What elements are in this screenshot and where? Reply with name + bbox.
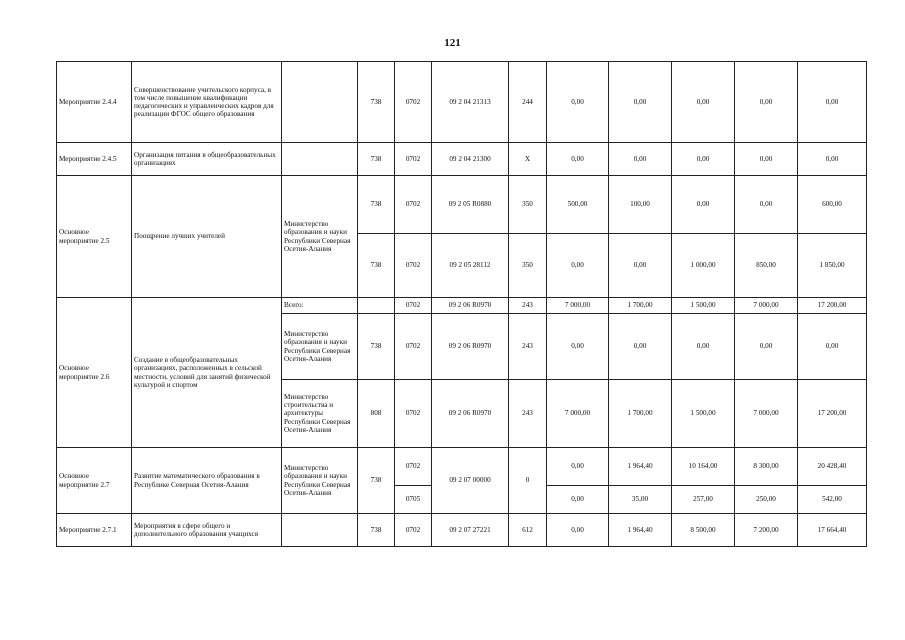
amount-3: 1 000,00 bbox=[672, 234, 735, 298]
measure-description: Мероприятия в сфере общего и дополнительного образования учащихся bbox=[132, 514, 282, 547]
vr-code: 350 bbox=[509, 176, 547, 234]
grbs-code: 738 bbox=[358, 176, 395, 234]
amount-2: 35,00 bbox=[609, 486, 672, 514]
amount-4: 8 300,00 bbox=[735, 448, 798, 486]
measure-name: Основное мероприятие 2.5 bbox=[57, 176, 132, 298]
amount-3: 0,00 bbox=[672, 314, 735, 380]
amount-4: 0,00 bbox=[735, 176, 798, 234]
amount-1: 0,00 bbox=[547, 448, 609, 486]
table-row bbox=[57, 176, 867, 234]
amount-total: 20 428,40 bbox=[798, 448, 867, 486]
amount-4: 7 000,00 bbox=[735, 298, 798, 314]
table-row bbox=[57, 514, 867, 547]
executor bbox=[282, 62, 358, 143]
csr-code: 09 2 07 00000 bbox=[432, 448, 509, 514]
amount-total: 0,00 bbox=[798, 62, 867, 143]
measure-name: Основное мероприятие 2.6 bbox=[57, 298, 132, 448]
amount-4: 0,00 bbox=[735, 143, 798, 176]
amount-2: 0,00 bbox=[609, 314, 672, 380]
amount-2: 1 700,00 bbox=[609, 380, 672, 448]
csr-code: 09 2 07 27221 bbox=[432, 514, 509, 547]
amount-1: 7 000,00 bbox=[547, 380, 609, 448]
amount-3: 0,00 bbox=[672, 176, 735, 234]
amount-2: 100,00 bbox=[609, 176, 672, 234]
measure-name: Основное мероприятие 2.7 bbox=[57, 448, 132, 514]
amount-1: 0,00 bbox=[547, 486, 609, 514]
rzpr-code: 0702 bbox=[395, 143, 432, 176]
amount-2: 1 700,00 bbox=[609, 298, 672, 314]
measure-name: Мероприятие 2.4.5 bbox=[57, 143, 132, 176]
csr-code: 09 2 04 21300 bbox=[432, 143, 509, 176]
amount-1: 0,00 bbox=[547, 143, 609, 176]
amount-3: 8 500,00 bbox=[672, 514, 735, 547]
rzpr-code: 0702 bbox=[395, 298, 432, 314]
csr-code: 09 2 04 21313 bbox=[432, 62, 509, 143]
rzpr-code: 0705 bbox=[395, 486, 432, 514]
vr-code: Х bbox=[509, 143, 547, 176]
amount-1: 0,00 bbox=[547, 514, 609, 547]
vr-code: 244 bbox=[509, 62, 547, 143]
csr-code: 09 2 06 R0970 bbox=[432, 380, 509, 448]
executor bbox=[282, 514, 358, 547]
grbs-code: 738 bbox=[358, 314, 395, 380]
table-row bbox=[57, 143, 867, 176]
grbs-code: 738 bbox=[358, 448, 395, 514]
amount-total: 17 200,00 bbox=[798, 298, 867, 314]
amount-1: 0,00 bbox=[547, 314, 609, 380]
csr-code: 09 2 06 R0970 bbox=[432, 314, 509, 380]
measure-name: Мероприятие 2.4.4 bbox=[57, 62, 132, 143]
grbs-code: 738 bbox=[358, 143, 395, 176]
grbs-code: 808 bbox=[358, 380, 395, 448]
table-row bbox=[57, 448, 867, 486]
vr-code: 612 bbox=[509, 514, 547, 547]
amount-2: 1 964,40 bbox=[609, 514, 672, 547]
budget-table bbox=[56, 61, 867, 547]
csr-code: 09 2 05 28112 bbox=[432, 234, 509, 298]
grbs-code: 738 bbox=[358, 62, 395, 143]
page-number: 121 bbox=[444, 37, 461, 49]
grbs-code bbox=[358, 298, 395, 314]
amount-3: 10 164,00 bbox=[672, 448, 735, 486]
executor: Министерство образования и науки Республики Северная Осетия-Алания bbox=[282, 448, 358, 514]
amount-total: 0,00 bbox=[798, 143, 867, 176]
grbs-code: 738 bbox=[358, 234, 395, 298]
measure-description: Развитие математического образования в Республике Северная Осетия-Алания bbox=[132, 448, 282, 514]
executor: Министерство образования и науки Республики Северная Осетия-Алания bbox=[282, 176, 358, 298]
vr-code: 243 bbox=[509, 314, 547, 380]
executor bbox=[282, 143, 358, 176]
amount-2: 0,00 bbox=[609, 62, 672, 143]
amount-total: 1 850,00 bbox=[798, 234, 867, 298]
amount-4: 7 000,00 bbox=[735, 380, 798, 448]
rzpr-code: 0702 bbox=[395, 380, 432, 448]
amount-4: 250,00 bbox=[735, 486, 798, 514]
rzpr-code: 0702 bbox=[395, 62, 432, 143]
amount-4: 7 200,00 bbox=[735, 514, 798, 547]
amount-3: 257,00 bbox=[672, 486, 735, 514]
csr-code: 09 2 06 R0970 bbox=[432, 298, 509, 314]
amount-1: 7 000,00 bbox=[547, 298, 609, 314]
vr-code: 243 bbox=[509, 298, 547, 314]
grbs-code: 738 bbox=[358, 514, 395, 547]
amount-2: 0,00 bbox=[609, 234, 672, 298]
table-row bbox=[57, 62, 867, 143]
executor: Министерство строительства и архитектуры Республики Северная Осетия-Алания bbox=[282, 380, 358, 448]
table-row bbox=[57, 298, 867, 314]
executor: Всего: bbox=[282, 298, 358, 314]
measure-description: Поощрение лучших учителей bbox=[132, 176, 282, 298]
rzpr-code: 0702 bbox=[395, 176, 432, 234]
amount-1: 500,00 bbox=[547, 176, 609, 234]
amount-total: 542,00 bbox=[798, 486, 867, 514]
amount-total: 600,00 bbox=[798, 176, 867, 234]
amount-total: 0,00 bbox=[798, 314, 867, 380]
vr-code: 0 bbox=[509, 448, 547, 514]
vr-code: 243 bbox=[509, 380, 547, 448]
measure-name: Мероприятие 2.7.1 bbox=[57, 514, 132, 547]
measure-description: Организация питания в общеобразовательных организациях bbox=[132, 143, 282, 176]
measure-description: Создание в общеобразовательных организациях, расположенных в сельской местности, условий для занятий физической культурой и спортом bbox=[132, 298, 282, 448]
rzpr-code: 0702 bbox=[395, 448, 432, 486]
amount-4: 0,00 bbox=[735, 62, 798, 143]
rzpr-code: 0702 bbox=[395, 234, 432, 298]
amount-2: 0,00 bbox=[609, 143, 672, 176]
measure-description: Совершенствование учительского корпуса, в том числе повышение квалификации педагогических и управленческих кадров для реализации ФГОС общего образования bbox=[132, 62, 282, 143]
vr-code: 350 bbox=[509, 234, 547, 298]
amount-1: 0,00 bbox=[547, 62, 609, 143]
amount-2: 1 964,40 bbox=[609, 448, 672, 486]
executor: Министерство образования и науки Республики Северная Осетия-Алания bbox=[282, 314, 358, 380]
rzpr-code: 0702 bbox=[395, 314, 432, 380]
amount-total: 17 200,00 bbox=[798, 380, 867, 448]
amount-total: 17 664,40 bbox=[798, 514, 867, 547]
amount-1: 0,00 bbox=[547, 234, 609, 298]
csr-code: 09 2 05 R0880 bbox=[432, 176, 509, 234]
amount-4: 0,00 bbox=[735, 314, 798, 380]
amount-3: 0,00 bbox=[672, 62, 735, 143]
amount-3: 0,00 bbox=[672, 143, 735, 176]
rzpr-code: 0702 bbox=[395, 514, 432, 547]
amount-3: 1 500,00 bbox=[672, 380, 735, 448]
amount-3: 1 500,00 bbox=[672, 298, 735, 314]
amount-4: 850,00 bbox=[735, 234, 798, 298]
